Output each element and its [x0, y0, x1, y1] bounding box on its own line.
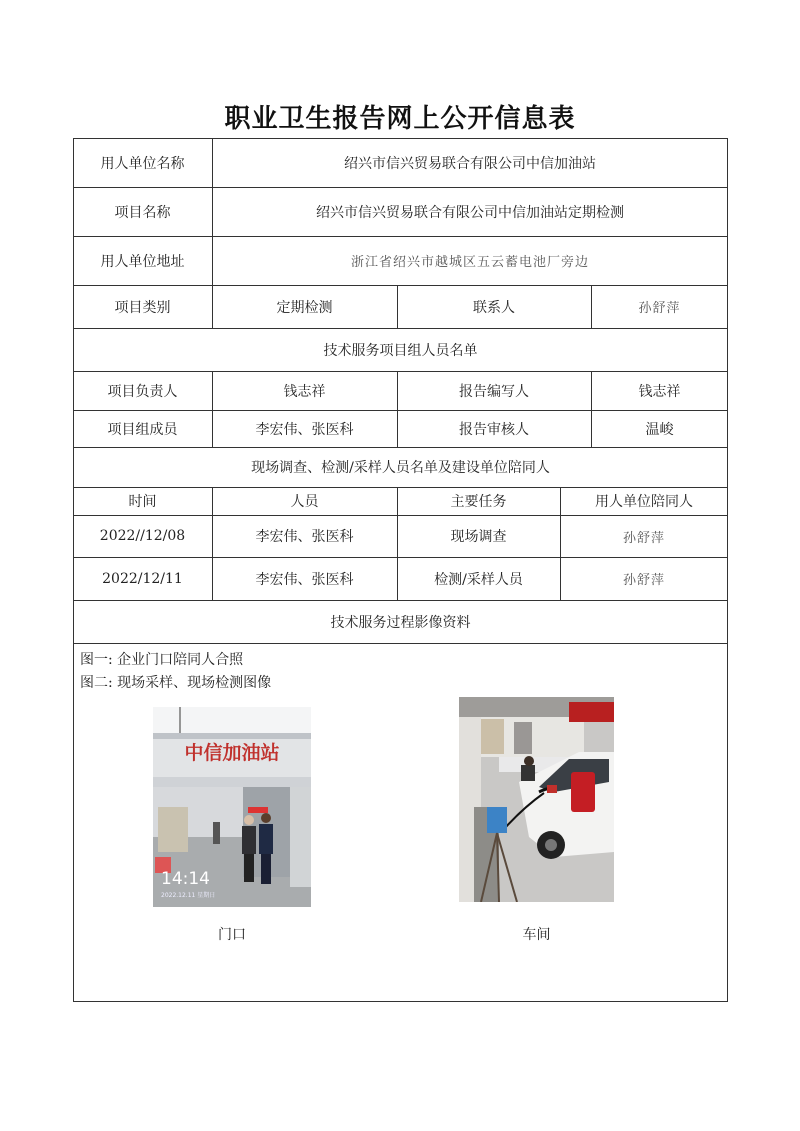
team-row-label1: 项目组成员 — [107, 421, 178, 438]
survey-section-heading: 现场调查、检测/采样人员名单及建设单位陪同人 — [251, 460, 550, 476]
media-section-heading: 技术服务过程影像资料 — [330, 614, 471, 631]
survey-cell-escort: 孙舒萍 — [622, 530, 665, 546]
contact-value: 孙舒萍 — [638, 301, 681, 316]
column-header-task: 主要任务 — [450, 494, 507, 510]
team-row-value1: 李宏伟、张医科 — [255, 421, 354, 438]
employer-name-label: 用人单位名称 — [100, 155, 185, 172]
survey-cell-personnel: 李宏伟、张医科 — [255, 571, 354, 588]
entrance-photo — [153, 707, 311, 907]
contact-label: 联系人 — [473, 299, 515, 316]
team-row-label2: 报告编写人 — [459, 383, 529, 400]
project-type-value: 定期检测 — [276, 299, 333, 316]
survey-cell-date: 2022/12/11 — [102, 570, 183, 587]
column-header-personnel: 人员 — [290, 494, 319, 510]
column-header-escort: 用人单位陪同人 — [595, 494, 693, 510]
sampling-photo-illustration — [459, 697, 614, 902]
survey-cell-task: 检测/采样人员 — [434, 571, 523, 588]
figure-note-2: 图二: 现场采样、现场检测图像 — [80, 675, 272, 691]
employer-address-label: 用人单位地址 — [100, 253, 185, 270]
svg-text:14:14: 14:14 — [161, 869, 210, 889]
team-row-value2: 钱志祥 — [638, 383, 681, 400]
sampling-photo — [459, 697, 614, 902]
project-type-label: 项目类别 — [114, 299, 171, 316]
column-header-time: 时间 — [128, 494, 157, 510]
team-row-value1: 钱志祥 — [283, 383, 326, 400]
employer-name-value: 绍兴市信兴贸易联合有限公司中信加油站 — [344, 155, 596, 172]
project-name-value: 绍兴市信兴贸易联合有限公司中信加油站定期检测 — [316, 204, 624, 221]
entrance-photo-illustration — [153, 707, 311, 907]
team-row-label1: 项目负责人 — [107, 383, 178, 400]
entrance-photo-caption: 门口 — [218, 927, 246, 943]
team-section-heading: 技术服务项目组人员名单 — [323, 342, 478, 359]
page-title: 职业卫生报告网上公开信息表 — [224, 104, 576, 134]
svg-text:中信加油站: 中信加油站 — [184, 742, 280, 764]
survey-cell-personnel: 李宏伟、张医科 — [255, 529, 354, 545]
sampling-photo-caption: 车间 — [522, 927, 551, 943]
team-row-value2: 温峻 — [645, 421, 674, 438]
survey-cell-date: 2022//12/08 — [99, 528, 186, 544]
employer-address-value: 浙江省绍兴市越城区五云蓄电池厂旁边 — [350, 255, 589, 270]
team-row-label2: 报告审核人 — [459, 421, 529, 438]
divider — [73, 643, 728, 644]
svg-text:2022.12.11 星期日: 2022.12.11 星期日 — [161, 892, 216, 899]
survey-cell-task: 现场调查 — [450, 529, 507, 545]
figure-note-1: 图一: 企业门口陪同人合照 — [80, 652, 244, 668]
project-name-label: 项目名称 — [114, 204, 171, 221]
survey-cell-escort: 孙舒萍 — [622, 573, 665, 588]
